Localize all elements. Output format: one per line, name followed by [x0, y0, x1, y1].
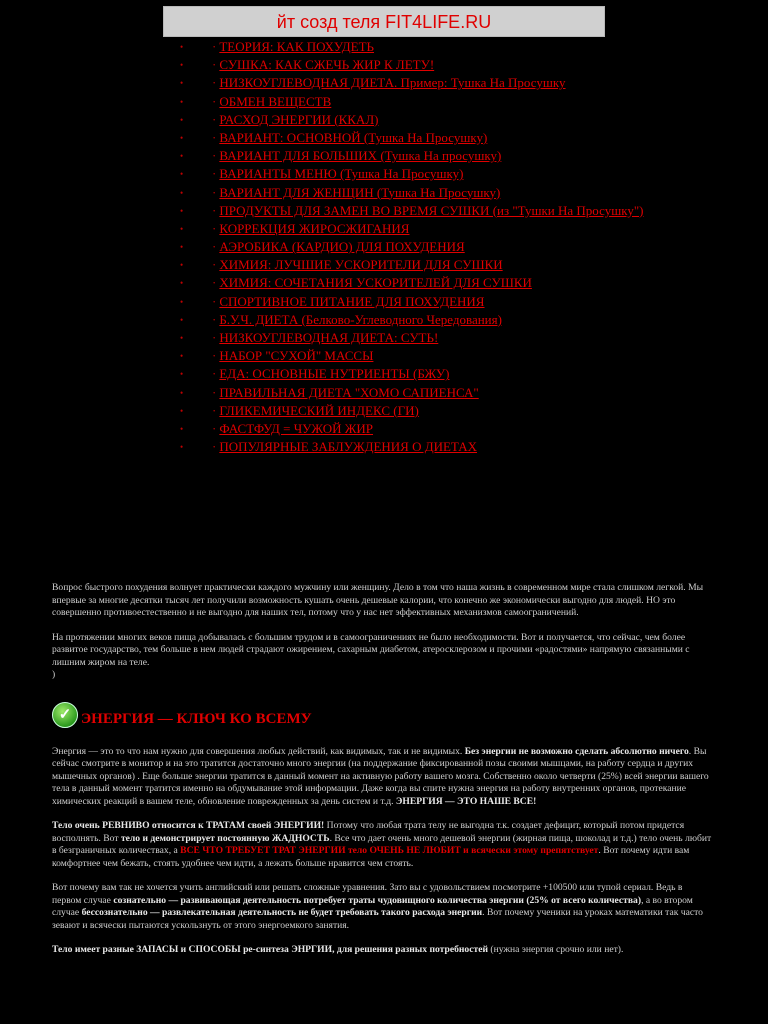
- menu-item: [178, 93, 738, 111]
- text-run: Вот почему вам так не хочется учить английский или решать сложные уравнения. Зато вы с удовольствием посмотрите +100500 или тупой сериал. Ведь в первом случае: [52, 882, 683, 906]
- bullet-icon: •: [180, 169, 184, 180]
- bold-run: Без энергии не возможно сделать абсолютно ничего: [464, 745, 689, 757]
- bold-run: сознательно — развивающая деятельность потребует траты чудовищного количества энергии (25% от всего количества): [113, 894, 642, 906]
- menu-item: [178, 402, 738, 420]
- menu-item: [178, 165, 738, 183]
- article-menu: [178, 38, 738, 456]
- bullet-icon: •: [180, 387, 184, 398]
- menu-separator: ·: [212, 239, 217, 255]
- menu-separator: ·: [212, 348, 217, 364]
- bold-run: бессознательно — развлекательная деятельность не будет требовать такого расхода энергии: [81, 907, 483, 918]
- menu-item: [178, 384, 738, 402]
- menu-separator: ·: [212, 311, 217, 327]
- bullet-icon: •: [180, 442, 184, 453]
- bullet-icon: •: [180, 296, 184, 307]
- bold-run: Тело очень РЕВНИВО относится к ТРАТАМ своей ЭНЕРГИИ!: [52, 820, 325, 831]
- section-heading: [52, 698, 714, 728]
- menu-link[interactable]: ФАСТФУД = ЧУЖОЙ ЖИР: [219, 420, 374, 436]
- menu-separator: ·: [212, 402, 217, 418]
- menu-link[interactable]: ПРАВИЛЬНАЯ ДИЕТА "ХОМО САПИЕНСА": [219, 384, 479, 400]
- bullet-icon: •: [180, 333, 184, 343]
- menu-item: [178, 329, 738, 347]
- energy-paragraph-2: [52, 820, 714, 870]
- menu-separator: ·: [212, 293, 217, 309]
- intro-paragraph-2: [52, 632, 714, 682]
- menu-link[interactable]: ВАРИАНТ ДЛЯ ЖЕНЩИН (Тушка На Просушку): [219, 184, 501, 200]
- menu-item: [178, 111, 738, 129]
- menu-item: [178, 56, 738, 74]
- menu-link[interactable]: ТЕОРИЯ: КАК ПОХУДЕТЬ: [219, 39, 374, 54]
- intro-paragraph-1: Вопрос быстрого похудения волнует практически каждого мужчину или женщину. Дело в том что наша жизнь в современном мире стала слишком легкой. Мы впервые за многие десятки тысяч лет получили возможность кушать очень дешевые калории, что конечно же экономически выгодно для людей. НО это совершенно противоестественно и не выгодно для наших тел, потому что у нас нет эффективных механизмов самоограничений.: [52, 582, 704, 618]
- menu-separator: ·: [212, 220, 217, 236]
- bullet-icon: •: [180, 405, 184, 416]
- menu-link[interactable]: СПОРТИВНОЕ ПИТАНИЕ ДЛЯ ПОХУДЕНИЯ: [219, 293, 485, 309]
- intro-paragraph-2-text: На протяжении многих веков пища добывалась с большим трудом и в самоограничениях не было необходимости. Вот и получается, что сейчас, чем более развитое государство, тем больше в нем людей страдают ожирением, сахарным диабетом, атеросклерозом и прочими «радостями» напрямую связанными с лишним жиром на теле.: [52, 631, 690, 668]
- menu-item: [178, 420, 738, 438]
- menu-separator: ·: [212, 257, 217, 273]
- menu-link[interactable]: СУШКА: КАК СЖЕЧЬ ЖИР К ЛЕТУ!: [219, 57, 435, 73]
- menu-separator: ·: [212, 111, 217, 127]
- text-run: . Вот почему ученики на уроках математики так часто зевают и всячески пытаются ускользнуть от этого энергоемкого занятия.: [52, 907, 703, 931]
- bullet-icon: •: [180, 314, 184, 325]
- menu-link[interactable]: НИЗКОУГЛЕВОДНАЯ ДИЕТА: СУТЬ!: [219, 330, 439, 345]
- bullet-icon: •: [180, 423, 184, 434]
- text-run: Энергия — это то что нам нужно для совершения любых действий, как видимых, так и не видимых.: [52, 745, 465, 757]
- bullet-icon: •: [180, 78, 184, 89]
- menu-item: [178, 202, 738, 220]
- menu-item: [178, 129, 738, 147]
- menu-item: [178, 220, 738, 238]
- menu-separator: ·: [212, 57, 217, 73]
- menu-item: [178, 256, 738, 274]
- menu-separator: ·: [212, 39, 217, 54]
- menu-separator: ·: [212, 384, 217, 400]
- site-banner: [163, 6, 605, 37]
- menu-separator: ·: [212, 93, 217, 109]
- menu-separator: ·: [212, 148, 217, 164]
- energy-paragraph-1: [52, 746, 714, 809]
- menu-separator: ·: [212, 420, 217, 436]
- menu-link[interactable]: ВАРИАНТ: ОСНОВНОЙ (Тушка На Просушку): [219, 129, 488, 145]
- menu-separator: ·: [212, 366, 217, 382]
- bold-run: ЭНЕРГИЯ — ЭТО НАШЕ ВСЕ!: [395, 795, 537, 807]
- text-run: . Вот почему идти вам комфортнее чем бежать, стоять удобнее чем идти, а лежать больше нравится чем стоять.: [52, 845, 690, 869]
- bullet-icon: •: [180, 187, 184, 198]
- menu-item: [178, 147, 738, 165]
- intro-paragraph-2-end: ): [52, 669, 56, 680]
- section-heading-text: ЭНЕРГИЯ — КЛЮЧ КО ВСЕМУ: [81, 710, 312, 727]
- energy-paragraph-4: [52, 944, 714, 957]
- text-run: Потому что любая трата телу не выгодна т.к. создает дефицит, который потом придется восполнять. Вот: [52, 820, 685, 844]
- red-bold-run: ВСЕ ЧТО ТРЕБУЕТ ТРАТ ЭНЕРГИИ тело ОЧЕНЬ НЕ ЛЮБИТ и всячески этому препятствует: [180, 845, 599, 856]
- menu-item: [178, 274, 738, 292]
- menu-separator: ·: [212, 439, 217, 455]
- menu-link[interactable]: КОРРЕКЦИЯ ЖИРОСЖИГАНИЯ: [219, 220, 410, 236]
- menu-link[interactable]: ВАРИАНТЫ МЕНЮ (Тушка На Просушку): [219, 166, 464, 182]
- energy-paragraph-3: [52, 882, 714, 932]
- bullet-icon: •: [180, 369, 184, 380]
- menu-link[interactable]: НАБОР "СУХОЙ" МАССЫ: [219, 348, 374, 364]
- bullet-icon: •: [180, 151, 184, 162]
- menu-separator: ·: [212, 184, 217, 200]
- menu-item: [178, 184, 738, 202]
- menu-separator: ·: [212, 75, 217, 91]
- menu-separator: ·: [212, 166, 217, 182]
- bullet-icon: •: [180, 242, 184, 253]
- menu-separator: ·: [212, 202, 217, 218]
- bullet-icon: •: [180, 60, 184, 71]
- menu-link[interactable]: ПРОДУКТЫ ДЛЯ ЗАМЕН ВО ВРЕМЯ СУШКИ (из "Тушки На Просушку"): [219, 202, 644, 218]
- bullet-icon: •: [180, 278, 184, 289]
- menu-link[interactable]: ПОПУЛЯРНЫЕ ЗАБЛУЖДЕНИЯ О ДИЕТАХ: [219, 439, 478, 455]
- menu-separator: ·: [212, 275, 217, 291]
- bold-run: тело и демонстрирует постоянную ЖАДНОСТЬ: [120, 832, 330, 844]
- menu-link[interactable]: РАСХОД ЭНЕРГИИ (ККАЛ): [219, 111, 379, 127]
- menu-item: [178, 238, 738, 256]
- bullet-icon: •: [180, 351, 184, 362]
- menu-link[interactable]: НИЗКОУГЛЕВОДНАЯ ДИЕТА. Пример: Тушка На Просушку: [219, 75, 566, 91]
- menu-link[interactable]: ЕДА: ОСНОВНЫЕ НУТРИЕНТЫ (БЖУ): [219, 366, 450, 382]
- menu-link[interactable]: АЭРОБИКА (КАРДИО) ДЛЯ ПОХУДЕНИЯ: [219, 239, 465, 255]
- bold-run: Тело имеет разные ЗАПАСЫ и СПОСОБЫ ре-синтеза ЭНРГИИ, для решения разных потребностей: [52, 944, 488, 955]
- bullet-icon: •: [180, 96, 184, 107]
- menu-separator: ·: [212, 330, 217, 345]
- text-run: , а во втором случае: [52, 894, 693, 918]
- bullet-icon: •: [180, 223, 184, 234]
- banner-title: йт созд теля FIT4LIFE.RU: [276, 12, 492, 32]
- menu-item: [178, 293, 738, 311]
- bullet-icon: •: [180, 260, 184, 271]
- bullet-icon: •: [180, 205, 184, 216]
- text-run: (нужна энергия срочно или нет).: [487, 944, 624, 955]
- text-run: . Все что дает очень много дешевой энергии (жирная пища, шоколад и т.д.) тело очень любит в безграничных количествах, а: [52, 832, 712, 856]
- bullet-icon: •: [180, 42, 184, 52]
- check-icon: ✓: [52, 702, 78, 728]
- menu-item: [178, 347, 738, 365]
- menu-link[interactable]: ХИМИЯ: СОЧЕТАНИЯ УСКОРИТЕЛЕЙ ДЛЯ СУШКИ: [219, 275, 532, 291]
- menu-item: [178, 74, 738, 92]
- bullet-icon: •: [180, 132, 184, 143]
- menu-link[interactable]: ГЛИКЕМИЧЕСКИЙ ИНДЕКС (ГИ): [219, 402, 419, 418]
- bullet-icon: •: [180, 114, 184, 125]
- menu-item: [178, 38, 738, 56]
- menu-item: [178, 365, 738, 383]
- menu-separator: ·: [212, 129, 217, 145]
- text-run: . Вы сейчас смотрите в монитор и на это тратится достаточно много энергии (на поддержание фиксированной позы своими мышцами, на работу сердца и других мышечных органов) . Еще больше энергии тратится в данный момент на активную работу вашего мозга. Собственно около четверти (25%) всей энергии вашего тела в данный момент тратится именно на обдумывание этой информации. Даже когда вы спите нужна энергия на работу внутренних органов, протекание химических реакций в вашем теле, обновление поврежденных за день систем и т.д.: [52, 745, 709, 807]
- article-content: [52, 582, 714, 969]
- menu-link[interactable]: Б.У.Ч. ДИЕТА (Белково-Углеводного Чередования): [219, 311, 502, 327]
- menu-link[interactable]: ХИМИЯ: ЛУЧШИЕ УСКОРИТЕЛИ ДЛЯ СУШКИ: [219, 257, 503, 273]
- menu-item: [178, 311, 738, 329]
- menu-link[interactable]: ОБМЕН ВЕЩЕСТВ: [219, 93, 332, 109]
- menu-item: [178, 438, 738, 456]
- menu-link[interactable]: ВАРИАНТ ДЛЯ БОЛЬШИХ (Тушка На просушку): [219, 148, 502, 164]
